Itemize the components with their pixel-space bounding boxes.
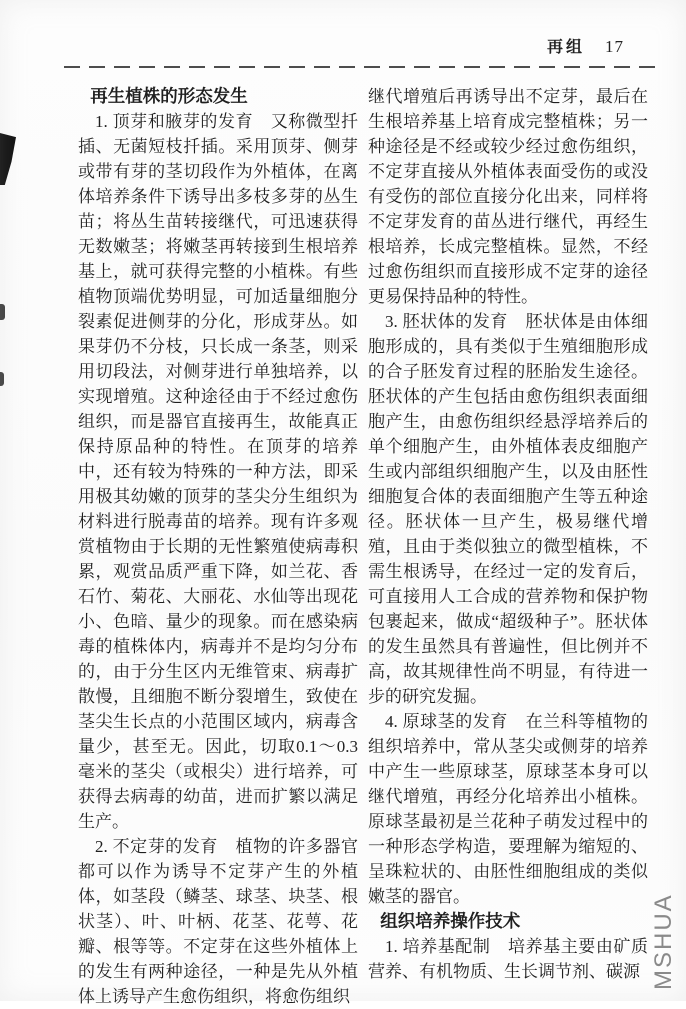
scan-ink-blob bbox=[0, 133, 16, 185]
text-column-left bbox=[78, 84, 358, 1009]
running-head-title: 再组 bbox=[546, 39, 585, 56]
paragraph-apical-axillary-bud: 1. 顶芽和腋芽的发育 又称微型扦插、无菌短枝扦插。采用顶芽、侧芽或带有芽的茎切段作为外植体，在离体培养条件下诱导出多枝多芽的丛生苗；将丛生苗转接继代，可迅速获得无数嫩茎；将嫩茎再转接到生根培养基上，就可获得完整的小植株。有些植物顶端优势明显，可加适量细胞分裂素促进侧芽的分化，形成芽丛。如果芽仍不分枝，只长成一条茎，则采用切段法，对侧芽进行单独培养，以实现增殖。这种途径由于不经过愈伤组织，而是器官直接再生，故能真正保持原品种的特性。在顶芽的培养中，还有较为特殊的一种方法，即采用极其幼嫩的顶芽的茎尖分生组织为材料进行脱毒苗的培养。现有许多观赏植物由于长期的无性繁殖使病毒积累，观赏品质严重下降，如兰花、香石竹、菊花、大丽花、水仙等出现花小、色暗、量少的现象。而在感染病毒的植株体内，病毒并不是均匀分布的，由于分生区内无维管束、病毒扩散慢，且细胞不断分裂增生，致使在茎尖生长点的小范围区域内，病毒含量少，甚至无。因此，切取0.1～0.3毫米的茎尖（或根尖）进行培养，可获得去病毒的幼苗，进而扩繁以满足生产。 bbox=[78, 112, 358, 831]
paragraph-medium-preparation: 1. 培养基配制 培养基主要由矿质营养、有机物质、生长调节剂、碳源 bbox=[368, 937, 648, 981]
paragraph-protocorm-development: 4. 原球茎的发育 在兰科等植物的组织培养中，常从茎尖或侧芽的培养中产生一些原球茎，原球茎本身可以继代增殖，再经分化培养出小植株。原球茎最初是兰花种子萌发过程中的一种形态学构造，要理解为缩短的、呈珠粒状的、由胚性细胞组成的类似嫩茎的器官。 bbox=[368, 712, 648, 906]
text-column-right bbox=[368, 84, 648, 984]
page-number: 17 bbox=[605, 37, 624, 56]
paragraph-adventitious-bud: 2. 不定芽的发育 植物的许多器官都可以作为诱导不定芽产生的外植体，如茎段（鳞茎、球茎、块茎、根状茎）、叶、叶柄、花茎、花萼、花瓣、根等等。不定芽在这些外植体上的发生有两种途径，一种是先从外植体上诱导产生愈伤组织，将愈伤组织 bbox=[78, 837, 358, 1006]
section-heading-regeneration-morphogenesis: 再生植株的形态发生 bbox=[90, 86, 248, 106]
paragraph-embryoid-development: 3. 胚状体的发育 胚状体是由体细胞形成的，具有类似于生殖细胞形成的合子胚发育过程的胚胎发生途径。胚状体的产生包括由愈伤组织表面细胞产生，由愈伤组织经悬浮培养后的单个细胞产生，由外植体表皮细胞产生或内部组织细胞产生，以及由胚性细胞复合体的表面细胞产生等五种途径。胚状体一旦产生，极易继代增殖，且由于类似独立的微型植株，不需生根诱导，在经过一定的发育后，可直接用人工合成的营养物和保护物包裹起来，做成“超级种子”。胚状体的发生虽然具有普遍性，但比例并不高，故其规律性尚不明显，有待进一步的研究发掘。 bbox=[368, 312, 648, 706]
paragraph-adventitious-bud-continued: 继代增殖后再诱导出不定芽，最后在生根培养基上培育成完整植株；另一种途径是不经或较少经过愈伤组织，不定芽直接从外植体表面受伤的或没有受伤的部位直接分化出来，同样将不定芽发育的苗丛进行继代，再经生根培养，长成完整植株。显然，不经过愈伤组织而直接形成不定芽的途径更易保持品种的特性。 bbox=[368, 87, 648, 306]
section-heading-tissue-culture-technique: 组织培养操作技术 bbox=[380, 911, 521, 931]
running-header bbox=[0, 34, 624, 57]
watermark-text: MSHUA bbox=[650, 893, 677, 990]
scan-ink-mark bbox=[0, 372, 4, 386]
scan-ink-mark bbox=[0, 304, 5, 320]
header-divider-dashed-line bbox=[64, 66, 662, 68]
